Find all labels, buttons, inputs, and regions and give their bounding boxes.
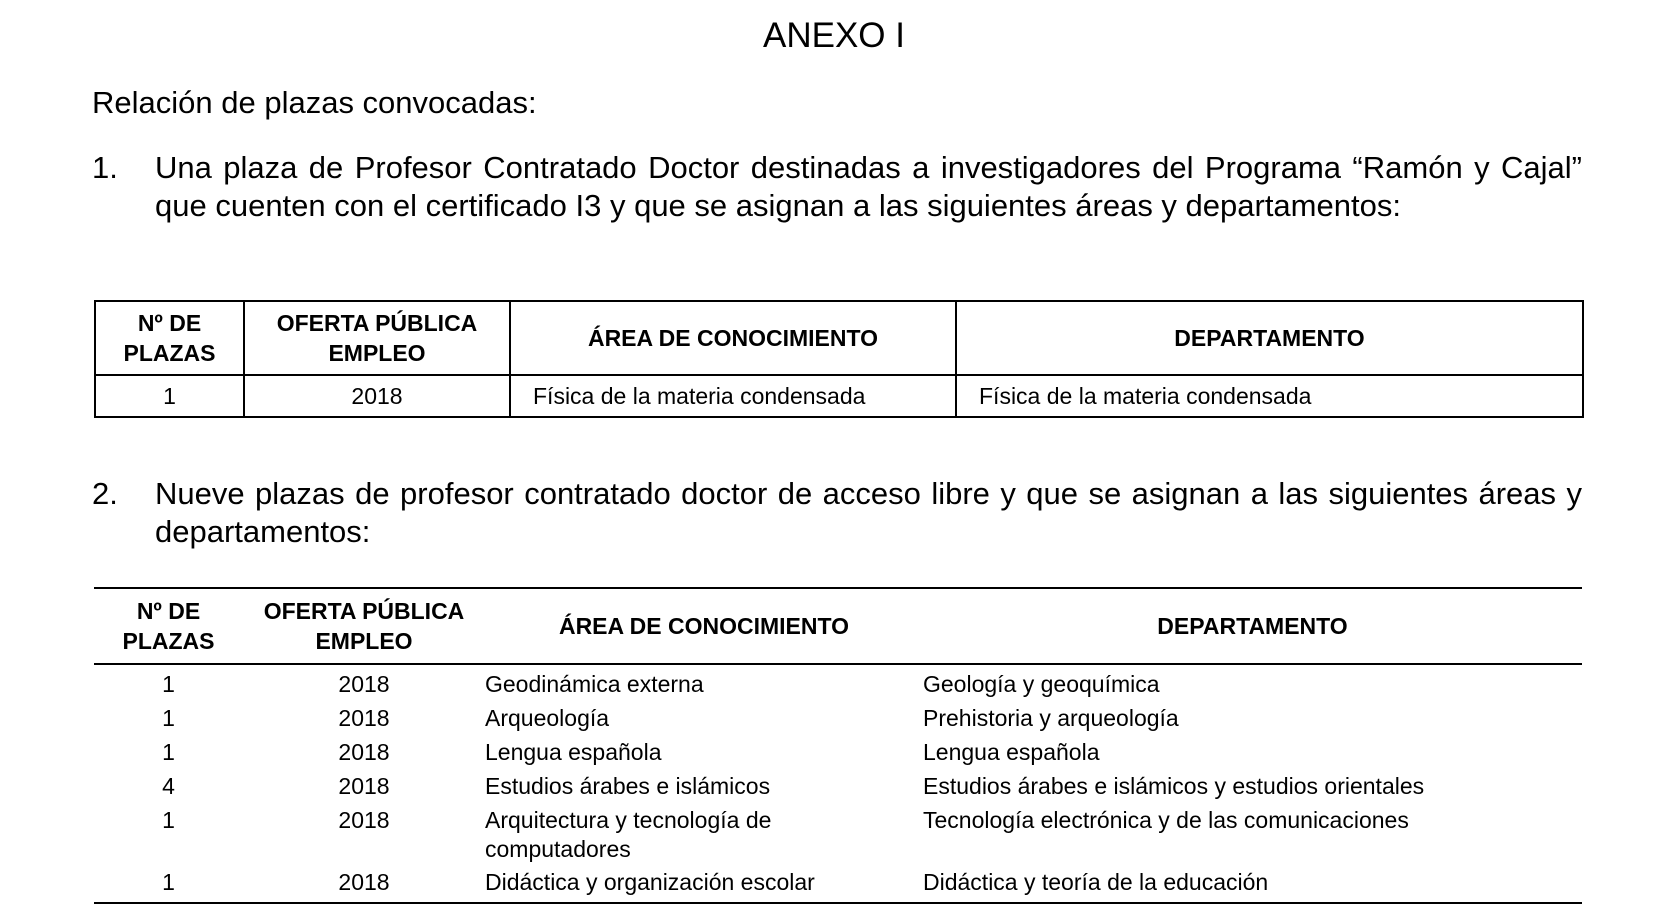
list-item-1 bbox=[92, 149, 1582, 265]
table-row bbox=[94, 866, 1582, 903]
cell-plazas: 1 bbox=[162, 807, 175, 833]
table-header-row bbox=[95, 301, 1583, 375]
list-item-number: 1. bbox=[92, 150, 118, 185]
cell-plazas: 1 bbox=[162, 671, 175, 697]
table-row bbox=[94, 736, 1582, 770]
cell-oferta: 2018 bbox=[338, 773, 390, 799]
header-area: ÁREA DE CONOCIMIENTO bbox=[510, 301, 956, 375]
list-item-number: 2. bbox=[92, 476, 118, 511]
header-oferta: OFERTA PÚBLICA EMPLEO bbox=[244, 301, 510, 375]
header-plazas: Nº DE PLAZAS bbox=[95, 301, 244, 375]
cell-area: Física de la materia condensada bbox=[510, 375, 956, 417]
table-row bbox=[95, 375, 1583, 417]
cell-oferta: 2018 bbox=[338, 807, 390, 833]
list-item-2 bbox=[92, 475, 1582, 555]
header-oferta: OFERTA PÚBLICA EMPLEO bbox=[263, 598, 465, 654]
cell-oferta: 2018 bbox=[244, 375, 510, 417]
intro-text: Relación de plazas convocadas: bbox=[92, 85, 537, 120]
cell-plazas: 1 bbox=[162, 705, 175, 731]
cell-departamento: Geología y geoquímica bbox=[923, 671, 1160, 697]
table-row bbox=[94, 770, 1582, 804]
list-item-text: Nueve plazas de profesor contratado doctor de acceso libre y que se asignan a las siguientes áreas y departamentos: bbox=[155, 476, 1582, 549]
cell-departamento: Física de la materia condensada bbox=[956, 375, 1583, 417]
page-title: ANEXO I bbox=[763, 16, 905, 55]
cell-departamento: Prehistoria y arqueología bbox=[923, 705, 1179, 731]
cell-oferta: 2018 bbox=[338, 869, 390, 895]
table-ramon-y-cajal bbox=[94, 300, 1584, 418]
cell-departamento: Didáctica y teoría de la educación bbox=[923, 869, 1269, 895]
cell-area: Estudios árabes e islámicos bbox=[485, 773, 771, 799]
cell-area: Arquitectura y tecnología de computadores bbox=[485, 807, 772, 862]
header-area: ÁREA DE CONOCIMIENTO bbox=[558, 613, 850, 639]
cell-plazas: 4 bbox=[162, 773, 175, 799]
cell-area: Didáctica y organización escolar bbox=[485, 869, 815, 895]
table-row bbox=[94, 804, 1582, 866]
cell-oferta: 2018 bbox=[338, 671, 390, 697]
header-departamento: DEPARTAMENTO bbox=[1157, 613, 1348, 639]
list-item-text: Una plaza de Profesor Contratado Doctor destinadas a investigadores del Programa “Ramón y Cajal” que cuenten con el certificado I3 y que se asignan a las siguientes áreas y departamentos: bbox=[155, 150, 1582, 223]
cell-area: Arqueología bbox=[485, 705, 610, 731]
cell-departamento: Tecnología electrónica y de las comunicaciones bbox=[923, 807, 1409, 833]
cell-oferta: 2018 bbox=[338, 705, 390, 731]
table-row bbox=[94, 664, 1582, 702]
cell-plazas: 1 bbox=[162, 739, 175, 765]
table-row bbox=[94, 702, 1582, 736]
cell-departamento: Lengua española bbox=[923, 739, 1100, 765]
header-departamento: DEPARTAMENTO bbox=[956, 301, 1583, 375]
cell-departamento: Estudios árabes e islámicos y estudios orientales bbox=[923, 773, 1425, 799]
cell-area: Lengua española bbox=[485, 739, 662, 765]
cell-plazas: 1 bbox=[162, 869, 175, 895]
header-plazas: Nº DE PLAZAS bbox=[122, 598, 215, 654]
table-header-row bbox=[94, 588, 1582, 664]
table-acceso-libre bbox=[94, 587, 1582, 904]
cell-area: Geodinámica externa bbox=[485, 671, 704, 697]
cell-oferta: 2018 bbox=[338, 739, 390, 765]
cell-plazas: 1 bbox=[95, 375, 244, 417]
